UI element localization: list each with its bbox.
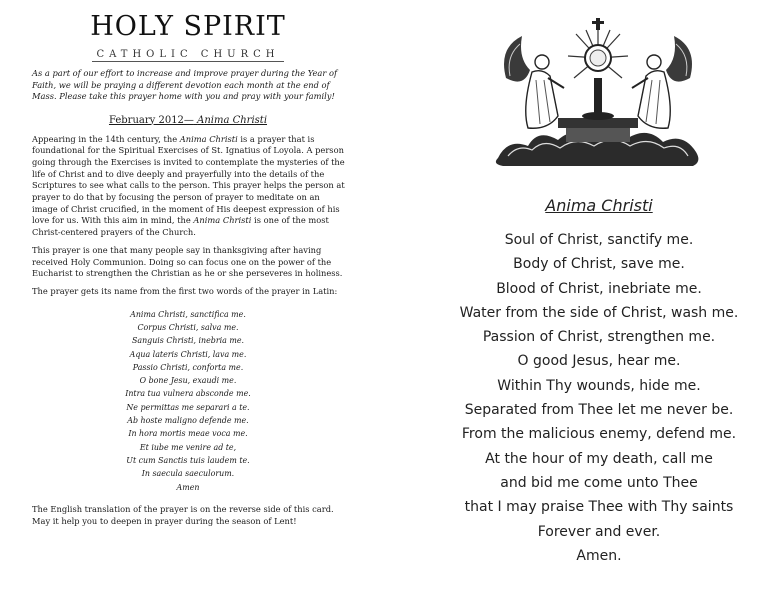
heading-month: February 2012— [108,114,194,126]
section-heading [28,115,348,126]
prayer-title: Anima Christi [545,196,653,215]
closing-text: The English translation of the prayer is on the reverse side of this card. May it help you to deepen in prayer during the season of Lent! [32,503,334,526]
latin-prayer [28,308,348,494]
latin-line: Ne permittas me separari a te. [126,402,250,412]
right-panel [430,0,768,594]
history-text-a: Appearing in the 14th century, the [32,133,180,144]
history-paragraph [32,134,348,239]
latin-line: Amen [176,482,200,492]
latin-line: Intra tua vulnera absconde me. [125,389,251,399]
prayer-line: Passion of Christ, strengthen me. [482,329,716,346]
church-masthead [28,12,348,62]
latin-line: Corpus Christi, salva me. [137,322,239,332]
latin-line: O bone Jesu, exaudi me. [139,376,237,386]
history-emphasis-1: Anima Christi [179,133,238,144]
prayer-line: Forever and ever. [537,523,661,540]
latin-line: Ut cum Sanctis tuis laudem te. [126,455,250,465]
latin-line: Anima Christi, sanctifica me. [130,309,246,319]
prayer-line: Separated from Thee let me never be. [464,402,734,419]
latin-line: In hora mortis meae voca me. [128,429,248,439]
prayer-line: Amen. [576,547,622,564]
prayer-line: O good Jesus, hear me. [517,353,681,370]
church-name: HOLY SPIRIT [90,11,286,42]
history-emphasis-2: Anima Christi [193,215,252,226]
left-panel [28,8,348,588]
monstrance-with-kneeling-angels-icon [488,18,708,168]
prayer-line: that I may praise Thee with Thy saints [464,499,734,516]
prayer-line: Blood of Christ, inebriate me. [496,280,702,297]
prayer-line: Soul of Christ, sanctify me. [504,232,694,248]
name-origin-paragraph: The prayer gets its name from the first two words of the prayer in Latin: [32,285,338,296]
church-subtitle: CATHOLIC CHURCH [92,49,283,62]
prayer-line: Body of Christ, save me. [513,256,685,273]
history-text-b: is a prayer that is foundational for the Spiritual Exercises of St. Ignatius of Loyola. A person going through the Exercises is invited to contemplate the mysteries of the life of Christ and to dive deeply and prayerfully into the details of the Scriptures to see what calls to the person. This prayer helps the person at prayer to do that by focusing the person of prayer to meditate on an image of Christ crucified, in the moment of His deepest expression of his love for us. With this aim in mind, the [32,133,345,226]
prayer-line: At the hour of my death, call me [485,450,713,467]
latin-line: Passio Christi, conforta me. [132,362,244,372]
prayer-line: Within Thy wounds, hide me. [497,377,701,394]
heading-title: Anima Christi [197,114,268,126]
english-prayer [430,228,768,568]
history-text-c: is one of the most Christ-centered prayers of the Church. [32,215,329,238]
communion-paragraph: This prayer is one that many people say in thanksgiving after having received Holy Communion. Doing so can focus one on the power of the Eucharist to strengthen the Christian as he or she perseveres in holiness. [32,244,343,279]
latin-line: Et iube me venire ad te, [139,442,237,452]
latin-line: Sanguis Christi, inebria me. [131,336,245,346]
prayer-line: and bid me come unto Thee [500,474,698,491]
prayer-line: From the malicious enemy, defend me. [461,426,737,443]
latin-line: Ab hoste maligno defende me. [127,416,249,426]
intro-text: As a part of our effort to increase and improve prayer during the Year of Faith, we will be praying a different devotion each month at the end of Mass. Please take this prayer home with you and pray with your family! [32,68,338,101]
latin-line: In saecula saeculorum. [141,469,235,479]
prayer-line: Water from the side of Christ, wash me. [459,304,739,321]
latin-line: Aqua lateris Christi, lava me. [129,349,247,359]
